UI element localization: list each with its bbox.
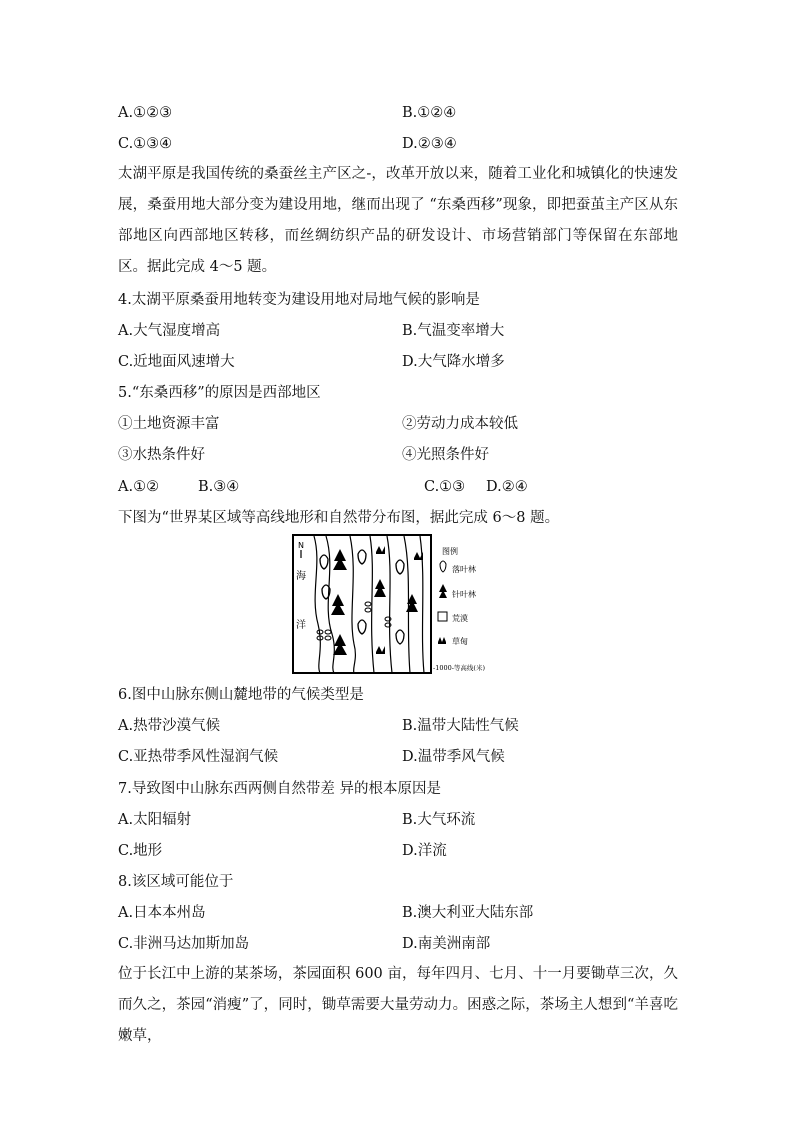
passage-taihu: 太湖平原是我国传统的桑蚕丝主产区之-，改革开放以来，随着工业化和城镇化的快速发展，桑蚕用地大部分变为建设用地，继而出现了 “东桑西移”现象，即把蚕茧主产区从东部地区向西部地区转移，而丝绸纺织产品的研发设计、市场营销部门等保留在东部地区。据此完成 4～5 题。	[118, 166, 678, 275]
legend-conifer: 针叶林	[452, 590, 476, 599]
q5-option-a: A.①②	[118, 479, 160, 495]
legend-meadow: 草甸	[452, 637, 468, 646]
q5-item-2: ②劳动力成本较低	[402, 416, 518, 432]
q5-item-1: ①土地资源丰富	[118, 416, 220, 432]
q3-option-b: B.①②④	[402, 105, 457, 121]
q6-option-b: B.温带大陆性气候	[402, 718, 519, 734]
q6-option-d: D.温带季风气候	[402, 749, 505, 765]
q4-option-b: B.气温变率增大	[402, 323, 505, 339]
q3-option-a: A.①②③	[118, 105, 173, 121]
q4-option-d: D.大气降水增多	[402, 354, 505, 370]
contour-map-figure	[292, 534, 500, 677]
q7-option-a: A.太阳辐射	[118, 812, 192, 828]
q8-option-b: B.澳大利亚大陆东部	[402, 905, 534, 921]
q5-option-c: C.①③	[424, 479, 466, 495]
q8-option-c: C.非洲马达加斯加岛	[118, 936, 250, 952]
map-ocean-label-1: 海	[296, 571, 306, 582]
q4-option-a: A.大气湿度增高	[118, 323, 221, 339]
passage-map-intro: 下图为“世界某区域等高线地形和自然带分布图，据此完成 6～8 题。	[118, 510, 560, 526]
q7-option-b: B.大气环流	[402, 812, 476, 828]
q8-stem: 8.该区域可能位于	[118, 874, 234, 890]
q3-option-c: C.①③④	[118, 136, 173, 152]
q6-stem: 6.图中山脉东侧山麓地带的气候类型是	[118, 687, 364, 703]
q4-option-c: C.近地面风速增大	[118, 354, 235, 370]
legend-deciduous: 落叶林	[452, 565, 476, 574]
q5-option-d: D.②④	[486, 479, 528, 495]
q6-option-c: C.亚热带季风性湿润气候	[118, 749, 279, 765]
q5-stem: 5.“东桑西移”的原因是西部地区	[118, 385, 321, 401]
legend-desert: 荒漠	[452, 614, 468, 623]
q3-option-d: D.②③④	[402, 136, 457, 152]
q5-item-3: ③水热条件好	[118, 447, 205, 463]
q7-option-d: D.洋流	[402, 843, 447, 859]
map-ocean-label-2: 洋	[296, 620, 306, 631]
passage-tea-farm: 位于长江中上游的某茶场，茶园面积 600 亩，每年四月、七月、十一月要锄草三次，久而久之，茶园“消瘦”了，同时，锄草需要大量劳动力。困惑之际，茶场主人想到“羊喜吃嫩草，	[118, 966, 678, 1044]
map-north-label: N	[298, 541, 304, 550]
q6-option-a: A.热带沙漠气候	[118, 718, 221, 734]
legend-contour: -1000-等高线(米)	[433, 664, 486, 672]
q7-stem: 7.导致图中山脉东西两侧自然带差 异的根本原因是	[118, 781, 441, 797]
q4-stem: 4.太湖平原桑蚕用地转变为建设用地对局地气候的影响是	[118, 292, 480, 308]
legend-title: 图例	[442, 547, 458, 556]
q7-option-c: C.地形	[118, 843, 163, 859]
q8-option-a: A.日本本州岛	[118, 905, 206, 921]
q5-option-b: B.③④	[198, 479, 240, 495]
q5-item-4: ④光照条件好	[402, 447, 489, 463]
q8-option-d: D.南美洲南部	[402, 936, 491, 952]
